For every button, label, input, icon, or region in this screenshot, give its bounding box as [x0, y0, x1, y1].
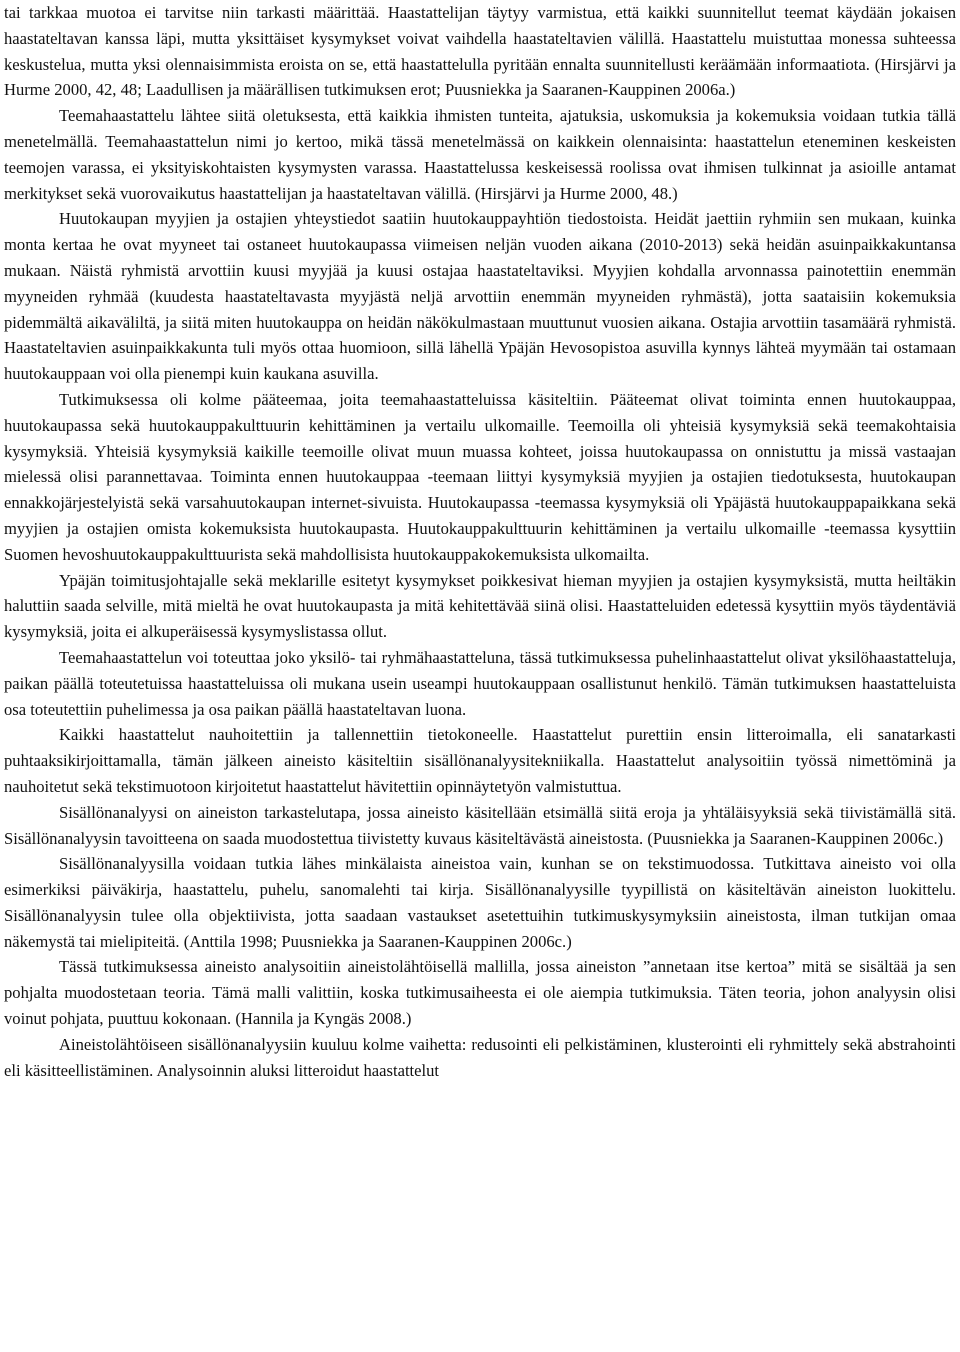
document-page: [4, 0, 956, 1083]
paragraph: Sisällönanalyysi on aineiston tarkastelutapa, jossa aineisto käsitellään etsimällä siitä eroja ja yhtäläisyyksiä sekä tiivistämällä sitä. Sisällönanalyysin tavoitteena on saada muodostettua tiivistetty kuvaus käsiteltävästä aineistosta. (Puusniekka ja Saaranen-Kauppinen 2006c.): [4, 802, 956, 848]
paragraph: Sisällönanalyysilla voidaan tutkia lähes minkälaista aineistoa vain, kunhan se on tekstimuodossa. Tutkittava aineisto voi olla esimerkiksi päiväkirja, haastattelu, puhelu, sanomalehti tai kirja. Sisällönanalyysille tyypillistä on käsiteltävän aineiston luokittelu. Sisällönanalyysin tulee olla objektiivista, jotta saadaan vastaukset asetettuihin tutkimuskysymyksiin aineistosta, ilman tutkijan omaa näkemystä tai mielipiteitä. (Anttila 1998; Puusniekka ja Saaranen-Kauppinen 2006c.): [4, 854, 956, 951]
paragraph: Aineistolähtöiseen sisällönanalyysiin kuuluu kolme vaihetta: redusointi eli pelkistäminen, klusterointi eli ryhmittely sekä abstrahointi eli käsitteellistäminen. Analysoinnin aluksi litteroidut haastattelut: [4, 1034, 956, 1080]
paragraph: Tutkimuksessa oli kolme pääteemaa, joita teemahaastatteluissa käsiteltiin. Pääteemat olivat toiminta ennen huutokauppaa, huutokaupassa sekä huutokauppakulttuurin kehittäminen ja vertailu ulkomaille. Teemoilla oli yhteisiä kysymyksiä sekä teemakohtaisia kysymyksiä. Yhteisiä kysymyksiä kaikille teemoille olivat muun muassa kohteet, joissa huutokaupassa on onnistuttu ja missä vastaajan mielessä olisi parannettavaa. Toiminta ennen huutokauppaa -teemaan liittyi kysymyksiä myyjien ja ostajien tiedotuksesta, huutokaupan ennakkojärjestelyistä sekä varsahuutokaupan internet-sivuista. Huutokaupassa -teemassa kysymyksiä oli Ypäjästä huutokauppapaikkana sekä myyjien ja ostajien omista kokemuksista huutokaupasta. Huutokauppakulttuurin kehittäminen ja vertailu ulkomaille -teemassa kysyttiin Suomen hevoshuutokauppakulttuurista sekä mahdollisista huutokauppakokemuksista ulkomailta.: [4, 389, 956, 564]
paragraph: Kaikki haastattelut nauhoitettiin ja tallennettiin tietokoneelle. Haastattelut purettiin ensin litteroimalla, eli sanatarkasti puhtaaksikirjoittamalla, tämän jälkeen aineisto käsiteltiin sisällönanalyysitekniikalla. Haastattelut analysoitiin työssä nimettöminä ja nauhoitetut sekä tekstimuotoon kirjoitetut haastattelut hävitettiin opinnäytetyön valmistuttua.: [4, 725, 956, 796]
paragraph: Huutokaupan myyjien ja ostajien yhteystiedot saatiin huutokauppayhtiön tiedostoista. Heidät jaettiin ryhmiin sen mukaan, kuinka monta kertaa he ovat myyneet tai ostaneet huutokaupassa viimeisen neljän vuoden aikana (2010-2013) sekä heidän asuinpaikkakuntansa mukaan. Näistä ryhmistä arvottiin kuusi myyjää ja kuusi ostajaa haastateltaviksi. Myyjien kohdalla arvonnassa painotettiin enemmän myyneiden ryhmää (kuudesta haastateltavasta myyjästä neljä arvottiin enemmän myyneiden ryhmästä), jotta saataisiin kokemuksia pidemmältä aikaväliltä, ja siitä miten huutokauppa on heidän näkökulmastaan muuttunut vuosien aikana. Ostajia arvottiin tasamäärä ryhmistä. Haastateltavien asuinpaikkakunta tuli myös ottaa huomioon, sillä lähellä Ypäjän Hevosopistoa asuvilla kynnys lähteä myymään tai ostamaan huutokauppaan voi olla pienempi kuin kaukana asuvilla.: [4, 209, 956, 384]
paragraph: Teemahaastattelun voi toteuttaa joko yksilö- tai ryhmähaastatteluna, tässä tutkimuksessa puhelinhaastattelut olivat yksilöhaastatteluja, paikan päällä toteutetuissa haastatteluissa oli mukana usein useampi huutokauppaan osallistunut henkilö. Tämän tutkimuksen haastatteluista osa toteutettiin puhelimessa ja osa paikan päällä haastateltavan luona.: [4, 647, 956, 719]
paragraph: Tässä tutkimuksessa aineisto analysoitiin aineistolähtöisellä mallilla, jossa aineiston ”annetaan itse kertoa” mitä se sisältää ja sen pohjalta muodostetaan teoria. Tämä malli valittiin, koska tutkimusaiheesta ei ole aiempia tutkimuksia. Täten teoria, johon analyysin olisi voinut pohjata, puuttuu kokonaan. (Hannila ja Kyngäs 2008.): [4, 957, 956, 1029]
paragraph: tai tarkkaa muotoa ei tarvitse niin tarkasti määrittää. Haastattelijan täytyy varmistua, että kaikki suunnitellut teemat käydään jokaisen haastateltavan kanssa läpi, mutta yksittäiset kysymykset voivat vaihdella haastateltavien välillä. Haastattelu muistuttaa monessa suhteessa keskustelua, mutta yksi olennaisimmista eroista on se, että haastattelulla pyritään ennalta suunnitellusti keräämään informaatiota. (Hirsjärvi ja Hurme 2000, 42, 48; Laadullisen ja määrällisen tutkimuksen erot; Puusniekka ja Saaranen-Kauppinen 2006a.): [4, 3, 956, 100]
paragraph: Ypäjän toimitusjohtajalle sekä meklarille esitetyt kysymykset poikkesivat hieman myyjien ja ostajien kysymyksistä, mutta heiltäkin haluttiin saada selville, mitä mieltä he ovat huutokaupasta ja mitä kehitettävää siinä olisi. Haastatteluiden edetessä kysyttiin myös täydentäviä kysymyksiä, joita ei alkuperäisessä kysymyslistassa ollut.: [4, 570, 956, 642]
paragraph: Teemahaastattelu lähtee siitä oletuksesta, että kaikkia ihmisten tunteita, ajatuksia, uskomuksia ja kokemuksia voidaan tutkia tällä menetelmällä. Teemahaastattelun nimi jo kertoo, mikä tässä menetelmässä on kaikkein olennaisinta: haastattelun eteneminen keskeisten teemojen varassa, ei yksityiskohtaisten kysymysten varassa. Haastattelussa keskeisessä roolissa ovat ihmisen tulkinnat ja asioille antamat merkitykset sekä vuorovaikutus haastattelijan ja haastateltavan välillä. (Hirsjärvi ja Hurme 2000, 48.): [4, 106, 956, 203]
